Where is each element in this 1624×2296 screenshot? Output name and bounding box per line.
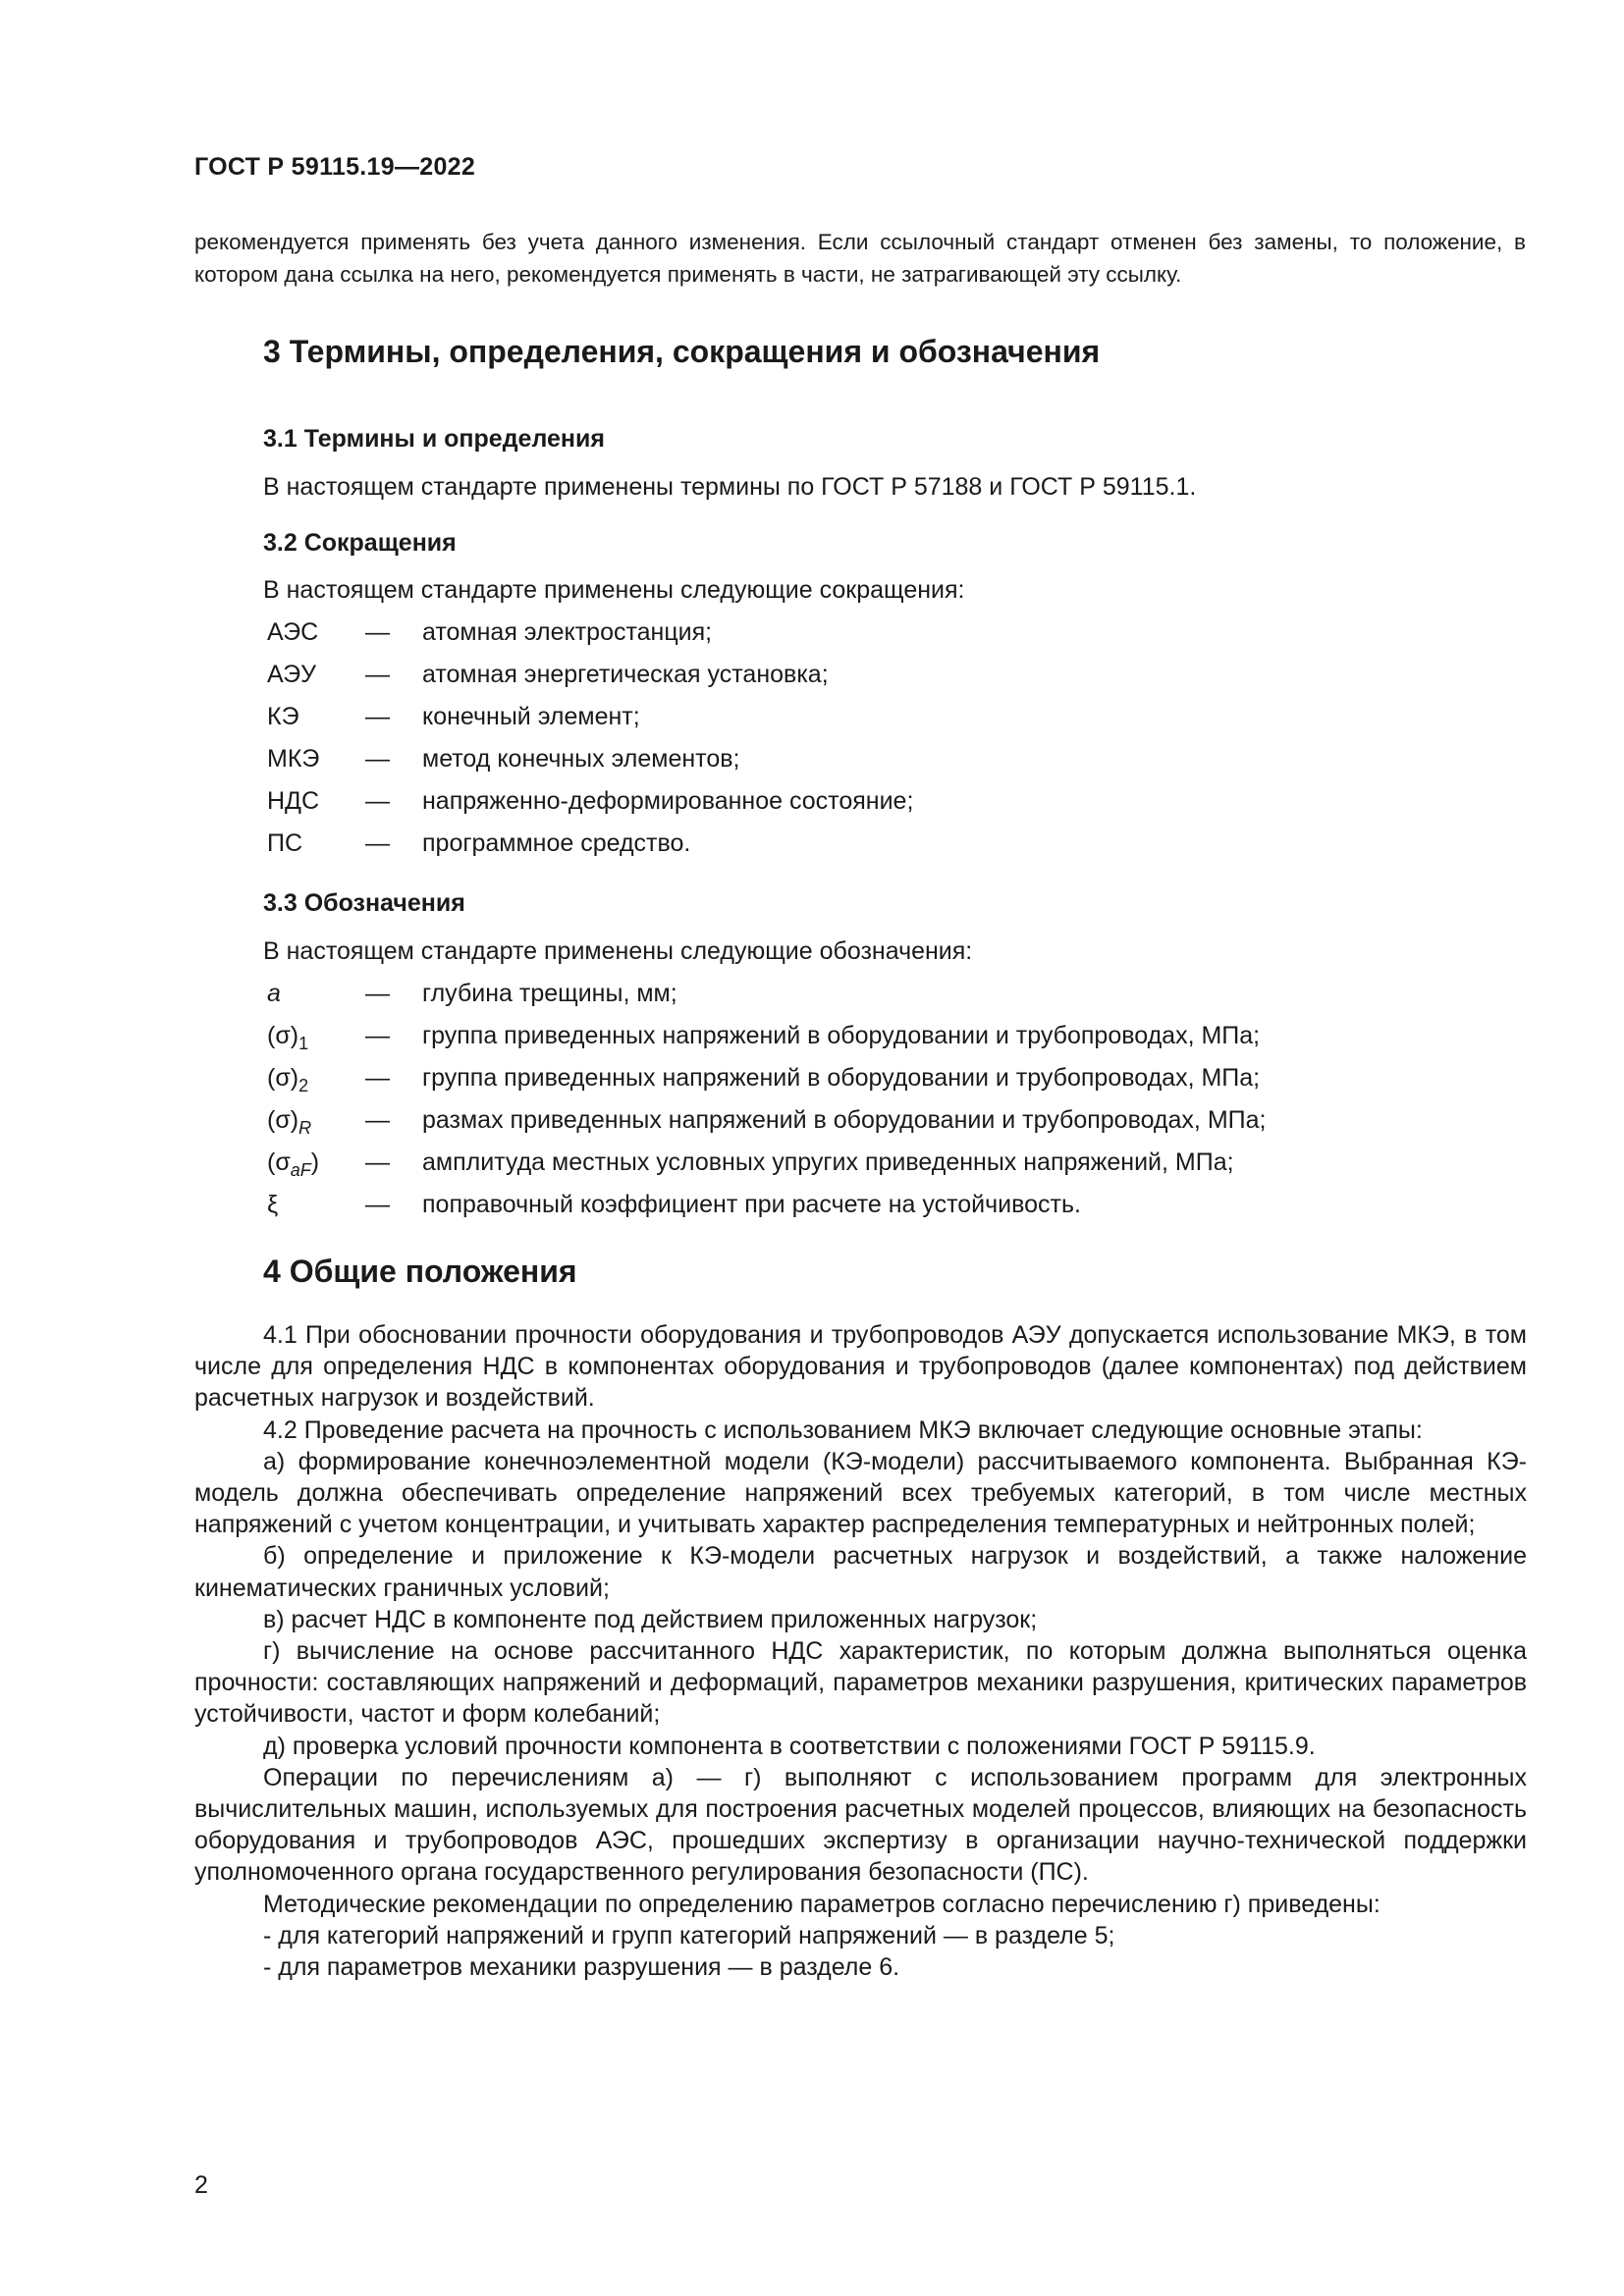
list-item: - для категорий напряжений и групп категорий напряжений — в разделе 5; — [263, 1921, 1115, 1949]
symbol-definition: амплитуда местных условных упругих приведенных напряжений, МПа; — [422, 1148, 1234, 1176]
symbol-subscript: aF — [290, 1160, 311, 1180]
paragraph: Операции по перечислениям а) — г) выполняют с использованием программ для электронных вычислительных машин, используемых для построения расчетных моделей процессов, влияющих на безопасность оборудования и трубопроводов АЭС, прошедших экспертизу в организации научно-технической поддержки уполномоченного органа государственного регулирования безопасности (ПС). — [194, 1763, 1527, 1887]
list-item: - для параметров механики разрушения — в разделе 6. — [263, 1953, 900, 1982]
abbreviation-term: АЭС — [267, 618, 319, 646]
dash: — — [365, 829, 390, 857]
abbreviation-definition: метод конечных элементов; — [422, 745, 740, 773]
dash: — — [365, 618, 390, 646]
symbol-subscript: 1 — [298, 1034, 309, 1053]
symbol-definition: группа приведенных напряжений в оборудовании и трубопроводах, МПа; — [422, 1022, 1261, 1049]
dash: — — [365, 1022, 390, 1049]
symbol-definition: размах приведенных напряжений в оборудовании и трубопроводах, МПа; — [422, 1106, 1267, 1134]
page-number: 2 — [194, 2171, 208, 2199]
paragraph: а) формирование конечноэлементной модели (КЭ-модели) рассчитываемого компонента. Выбранная КЭ-модель должна обеспечивать определение напряжений всех требуемых категорий, в том числе местных напряжений с учетом концентрации, и учитывать характер распределения температурных и нейтронных полей; — [194, 1447, 1527, 1539]
symbol — [267, 1106, 311, 1139]
subsection-3-3-intro: В настоящем стандарте применены следующие обозначения: — [263, 937, 973, 965]
subsection-3-1-text: В настоящем стандарте применены термины по ГОСТ Р 57188 и ГОСТ Р 59115.1. — [263, 473, 1197, 501]
symbol-subscript: 2 — [298, 1076, 309, 1095]
section-3-title: 3 Термины, определения, сокращения и обозначения — [263, 334, 1101, 369]
section-4-body — [194, 1319, 1527, 1983]
abbreviation-term: КЭ — [267, 703, 299, 730]
symbol — [267, 1022, 308, 1054]
abbreviation-definition: программное средство. — [422, 829, 691, 857]
paragraph: б) определение и приложение к КЭ-модели расчетных нагрузок и воздействий, а также наложение кинематических граничных условий; — [194, 1542, 1527, 1602]
abbreviation-term: ПС — [267, 829, 303, 857]
abbreviation-term: МКЭ — [267, 745, 320, 773]
symbol-close: ) — [310, 1148, 320, 1176]
symbol: ξ — [267, 1191, 279, 1218]
abbreviation-definition: атомная энергетическая установка; — [422, 661, 829, 688]
dash: — — [365, 1148, 390, 1176]
symbol-definition: группа приведенных напряжений в оборудовании и трубопроводах, МПа; — [422, 1064, 1261, 1092]
paragraph: в) расчет НДС в компоненте под действием приложенных нагрузок; — [263, 1605, 1038, 1633]
symbol-base: (σ) — [267, 1106, 299, 1134]
dash: — — [365, 661, 390, 688]
paragraph: 4.2 Проведение расчета на прочность с использованием МКЭ включает следующие основные этапы: — [263, 1415, 1423, 1444]
paragraph: д) проверка условий прочности компонента в соответствии с положениями ГОСТ Р 59115.9. — [263, 1732, 1316, 1760]
dash: — — [365, 703, 390, 730]
dash: — — [365, 1106, 390, 1134]
subsection-3-2-title: 3.2 Сокращения — [263, 529, 457, 557]
dash: — — [365, 787, 390, 815]
symbol-subscript: R — [298, 1118, 312, 1138]
paragraph: 4.1 При обосновании прочности оборудования и трубопроводов АЭУ допускается использование МКЭ, в том числе для определения НДС в компонентах оборудования и трубопроводов (далее компонентах) под действием расчетных нагрузок и воздействий. — [194, 1321, 1527, 1413]
section-4-title: 4 Общие положения — [263, 1254, 577, 1289]
abbreviation-definition: атомная электростанция; — [422, 618, 713, 646]
symbol — [267, 1148, 319, 1181]
dash: — — [365, 745, 390, 773]
document-code-header: ГОСТ Р 59115.19—2022 — [194, 153, 476, 181]
dash: — — [365, 980, 390, 1007]
symbol-definition: поправочный коэффициент при расчете на устойчивость. — [422, 1191, 1081, 1218]
symbol-open: (σ — [267, 1148, 291, 1176]
symbol: a — [267, 980, 281, 1007]
abbreviation-term: НДС — [267, 787, 320, 815]
paragraph: г) вычисление на основе рассчитанного НДС характеристик, по которым должна выполняться оценка прочности: составляющих напряжений и деформаций, параметров механики разрушения, критических параметров устойчивости, частот и форм колебаний; — [194, 1637, 1527, 1729]
abbreviation-definition: напряженно-деформированное состояние; — [422, 787, 914, 815]
symbol-definition: глубина трещины, мм; — [422, 980, 677, 1007]
paragraph: Методические рекомендации по определению параметров согласно перечислению г) приведены: — [263, 1890, 1380, 1918]
intro-text: рекомендуется применять без учета данного изменения. Если ссылочный стандарт отменен без замены, то положение, в котором дана ссылка на него, рекомендуется применять в части, не затрагивающей эту ссылку. — [194, 230, 1526, 287]
abbreviation-definition: конечный элемент; — [422, 703, 640, 730]
subsection-3-1-title: 3.1 Термины и определения — [263, 425, 605, 453]
subsection-3-3-title: 3.3 Обозначения — [263, 889, 465, 917]
abbreviation-term: АЭУ — [267, 661, 316, 688]
dash: — — [365, 1191, 390, 1218]
dash: — — [365, 1064, 390, 1092]
intro-paragraph — [194, 226, 1526, 291]
subsection-3-2-intro: В настоящем стандарте применены следующие сокращения: — [263, 576, 965, 604]
symbol-base: (σ) — [267, 1064, 299, 1092]
symbol — [267, 1064, 308, 1096]
symbol-base: (σ) — [267, 1022, 299, 1049]
